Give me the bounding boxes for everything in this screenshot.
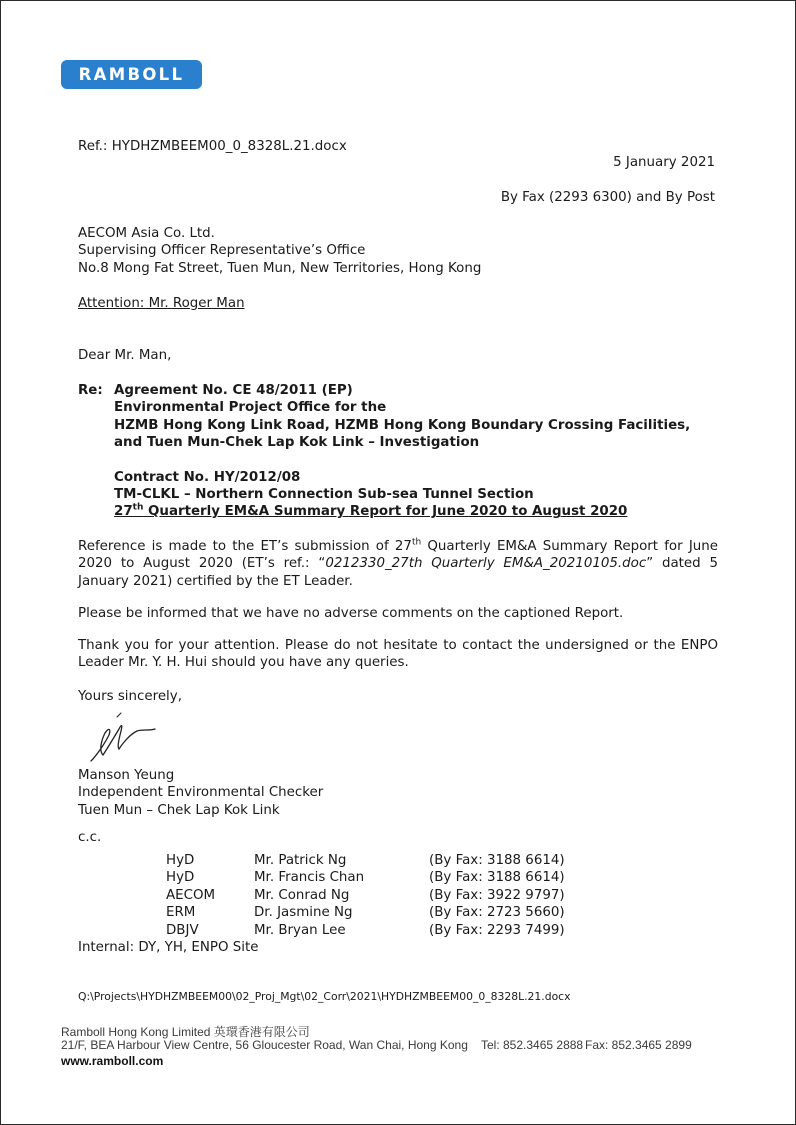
- cc-org: ERM: [166, 905, 196, 921]
- cc-org: AECOM: [166, 887, 216, 903]
- letter-date: 5 January 2021: [613, 155, 715, 170]
- paragraph-no-comments: Please be informed that we have no adverse comments on the captioned Report.: [78, 606, 624, 621]
- cc-list: [166, 852, 586, 939]
- cc-row: [166, 852, 586, 869]
- cc-org: HyD: [166, 853, 195, 868]
- cc-org: HyD: [166, 870, 195, 886]
- paragraph-thanks: Thank you for your attention. Please do not hesitate to contact the undersigned or the ENPO Leader Mr. Y. H. Hui should you have any queries.: [78, 638, 718, 671]
- signer-name: Manson Yeung: [78, 768, 175, 783]
- footer-tel: Tel: 852.3465 2888: [481, 1038, 584, 1052]
- cc-person: Dr. Jasmine Ng: [254, 905, 353, 921]
- cc-fax: (By Fax: 3922 9797): [429, 887, 565, 903]
- subject-report-title: 27th Quarterly EM&A Summary Report for June 2020 to August 2020: [114, 502, 628, 520]
- logo-text: RAMBOLL: [78, 65, 185, 84]
- cc-fax: (By Fax: 3188 6614): [429, 853, 565, 868]
- cc-fax: (By Fax: 3188 6614): [429, 870, 565, 886]
- addressee-company: AECOM Asia Co. Ltd.: [78, 226, 215, 241]
- cc-row: [166, 887, 586, 904]
- subject-block: [114, 382, 690, 521]
- cc-person: Mr. Patrick Ng: [254, 853, 347, 868]
- cc-fax: (By Fax: 2723 5660): [429, 905, 565, 921]
- subject-project: HZMB Hong Kong Link Road, HZMB Hong Kong Boundary Crossing Facilities,: [114, 417, 691, 433]
- subject-office: Environmental Project Office for the: [114, 400, 387, 416]
- footer-fax: Fax: 852.3465 2899: [585, 1038, 692, 1052]
- addressee-block: [78, 225, 481, 277]
- cc-label: c.c.: [78, 830, 102, 845]
- subject-link: and Tuen Mun-Chek Lap Kok Link – Investigation: [114, 435, 480, 451]
- paragraph-reference: Reference is made to the ET’s submission of 27th Quarterly EM&A Summary Report for June 2020 to August 2020 (ET’s ref.: “0212330_27th Quarterly EM&A_20210105.doc” dated 5 January 2021) certified by the ET Leader.: [78, 537, 718, 589]
- handwritten-signature: [87, 709, 161, 767]
- signer-title: Independent Environmental Checker: [78, 785, 324, 801]
- subject-section: TM-CLKL – Northern Connection Sub-sea Tunnel Section: [114, 487, 534, 503]
- cc-row: [166, 869, 586, 886]
- addressee-address: No.8 Mong Fat Street, Tuen Mun, New Territories, Hong Kong: [78, 260, 482, 276]
- reference-line: Ref.: HYDHZMBEEM00_0_8328L.21.docx: [78, 139, 347, 154]
- cc-row: [166, 904, 586, 921]
- ramboll-logo: [61, 60, 202, 89]
- internal-distribution: Internal: DY, YH, ENPO Site: [78, 940, 259, 955]
- attention-line: Attention: Mr. Roger Man: [78, 296, 245, 311]
- file-path: Q:\Projects\HYDHZMBEEM00\02_Proj_Mgt\02_Corr\2021\HYDHZMBEEM00_0_8328L.21.docx: [78, 990, 571, 1003]
- delivery-method: By Fax (2293 6300) and By Post: [500, 190, 715, 205]
- re-label: Re:: [78, 383, 103, 398]
- footer-company: Ramboll Hong Kong Limited 英環香港有限公司: [61, 1025, 310, 1039]
- closing: Yours sincerely,: [78, 689, 182, 704]
- salutation: Dear Mr. Man,: [78, 348, 172, 363]
- signer-project: Tuen Mun – Chek Lap Kok Link: [78, 802, 280, 818]
- cc-person: Mr. Conrad Ng: [254, 887, 350, 903]
- cc-row: [166, 922, 586, 939]
- cc-person: Mr. Francis Chan: [254, 870, 365, 886]
- cc-person: Mr. Bryan Lee: [254, 922, 346, 938]
- addressee-office: Supervising Officer Representative’s Office: [78, 243, 366, 259]
- cc-fax: (By Fax: 2293 7499): [429, 922, 565, 938]
- subject-agreement: Agreement No. CE 48/2011 (EP): [114, 383, 353, 398]
- subject-contract: Contract No. HY/2012/08: [114, 469, 301, 485]
- cc-org: DBJV: [166, 922, 199, 938]
- signer-block: [78, 767, 323, 819]
- footer-address: 21/F, BEA Harbour View Centre, 56 Gloucester Road, Wan Chai, Hong Kong: [61, 1038, 468, 1052]
- footer-website[interactable]: www.ramboll.com: [61, 1054, 164, 1068]
